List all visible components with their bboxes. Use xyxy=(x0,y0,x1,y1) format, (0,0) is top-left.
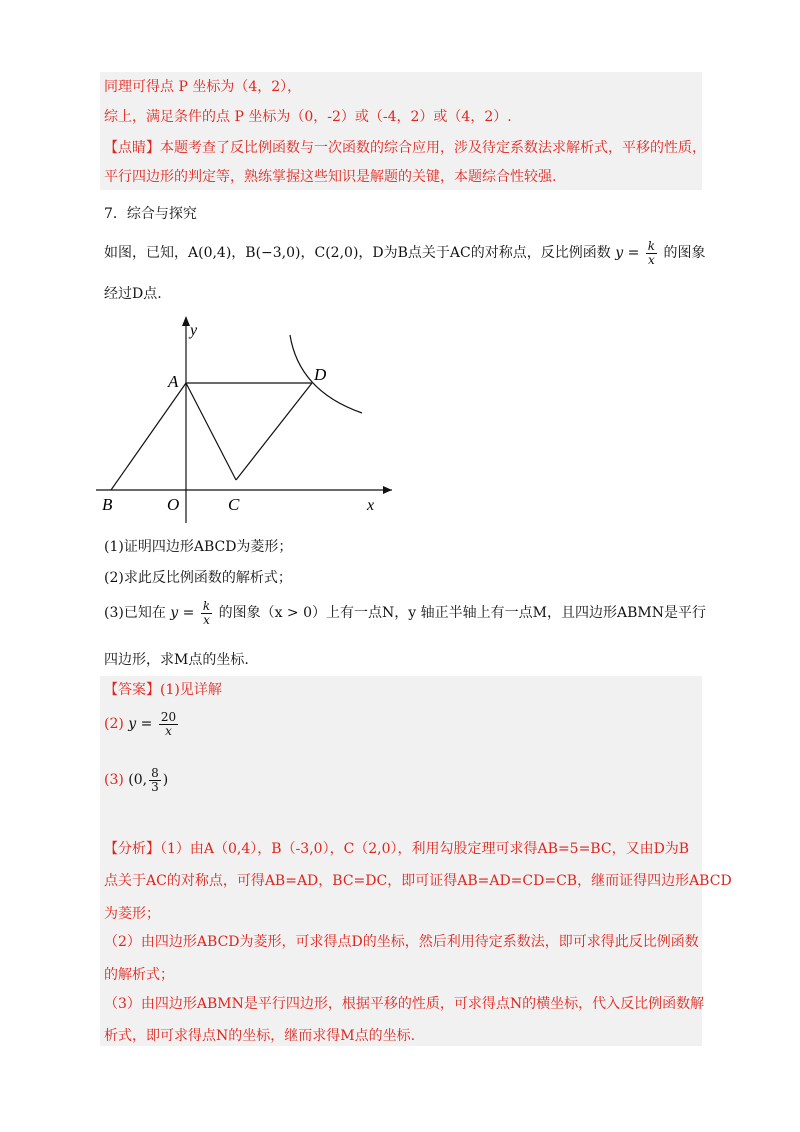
question-1: (1)证明四边形ABCD为菱形； xyxy=(104,539,293,555)
answer-2 xyxy=(104,708,180,740)
answer-3 xyxy=(104,764,168,796)
analysis-line-6: （3）由四边形ABMN是平行四边形，根据平移的性质，可求得点N的横坐标，代入反比例函数解 xyxy=(104,996,705,1012)
y-axis-arrow-icon xyxy=(182,316,190,326)
label-b: B xyxy=(102,495,113,514)
stem-fraction-num: k xyxy=(647,238,656,253)
problem-number: 7．综合与探究 xyxy=(104,206,197,222)
answer-3-den: 3 xyxy=(151,779,159,794)
question-3-a: (3)已知在 xyxy=(104,605,166,621)
question-3-line-1 xyxy=(104,598,706,628)
answer-2-den: x xyxy=(165,723,172,738)
label-o: O xyxy=(167,495,180,514)
analysis-line-5: 的解析式； xyxy=(104,967,174,983)
analysis-line-1: 【分析】（1）由A（0,4），B（-3,0），C（2,0），利用勾股定理可求得AB=5=BC，又由D为B xyxy=(104,841,690,857)
label-d: D xyxy=(314,365,327,384)
top-line-3: 【点睛】本题考查了反比例函数与一次函数的综合应用，涉及待定系数法求解析式，平移的性质， xyxy=(104,140,706,156)
q3-fraction-den: x xyxy=(203,612,210,627)
analysis-line-7: 析式，即可求得点N的坐标，继而求得M点的坐标. xyxy=(104,1028,416,1044)
problem-stem-line-2: 经过D点. xyxy=(104,286,162,302)
analysis-line-3: 为菱形； xyxy=(104,906,160,922)
answer-3-prefix: (3) xyxy=(104,772,124,788)
question-3-b: 的图象（x > 0）上有一点N，y 轴正半轴上有一点M，且四边形ABMN是平行 xyxy=(218,605,706,621)
q3-func-lhs: y = xyxy=(170,605,195,621)
answer-3-fraction xyxy=(149,767,161,794)
answer-2-num: 20 xyxy=(160,709,177,724)
stem-fraction-den: x xyxy=(648,252,655,267)
problem-stem-a: 如图，已知，A(0,4)，B(−3,0)，C(2,0)，D为B点关于AC的对称点，反比例函数 xyxy=(104,245,611,261)
answer-title: 【答案】(1)见详解 xyxy=(104,682,222,698)
q3-fraction-num: k xyxy=(202,598,211,613)
segment-ab xyxy=(111,383,186,490)
top-line-4: 平行四边形的判定等，熟练掌握这些知识是解题的关键，本题综合性较强. xyxy=(104,169,557,185)
answer-3-close: ) xyxy=(162,772,169,788)
label-c: C xyxy=(228,495,240,514)
answer-2-prefix: (2) xyxy=(104,716,124,732)
question-2: (2)求此反比例函数的解析式； xyxy=(104,570,292,586)
segment-ac xyxy=(186,383,236,480)
answer-3-num: 8 xyxy=(151,765,159,780)
label-y: y xyxy=(190,322,198,339)
problem-stem-b: 的图象 xyxy=(663,245,706,261)
problem-stem-line-1 xyxy=(104,238,705,268)
label-a: A xyxy=(168,372,179,391)
answer-3-open: (0, xyxy=(128,772,148,788)
question-3-line-2: 四边形，求M点的坐标. xyxy=(104,652,249,668)
top-line-1: 同理可得点 P 坐标为（4，2）， xyxy=(104,79,302,95)
analysis-line-4: （2）由四边形ABCD为菱形，可求得点D的坐标，然后利用待定系数法，即可求得此反比例函数 xyxy=(104,934,699,950)
answer-box xyxy=(100,676,705,1046)
x-axis-arrow-icon xyxy=(383,486,392,494)
analysis-line-2: 点关于AC的对称点，可得AB=AD，BC=DC，即可证得AB=AD=CD=CB，继而证得四边形ABCD xyxy=(104,873,732,889)
stem-fraction xyxy=(646,240,657,267)
top-line-2: 综上，满足条件的点 P 坐标为（0，-2）或（-4，2）或（4，2）. xyxy=(104,109,512,125)
q3-fraction xyxy=(201,600,212,627)
stem-func-lhs: y = xyxy=(615,245,640,261)
answer-2-lhs: y = xyxy=(128,716,153,732)
segment-cd xyxy=(236,383,312,480)
geometry-figure xyxy=(94,313,404,528)
label-x: x xyxy=(367,497,375,514)
answer-2-fraction xyxy=(159,711,178,738)
